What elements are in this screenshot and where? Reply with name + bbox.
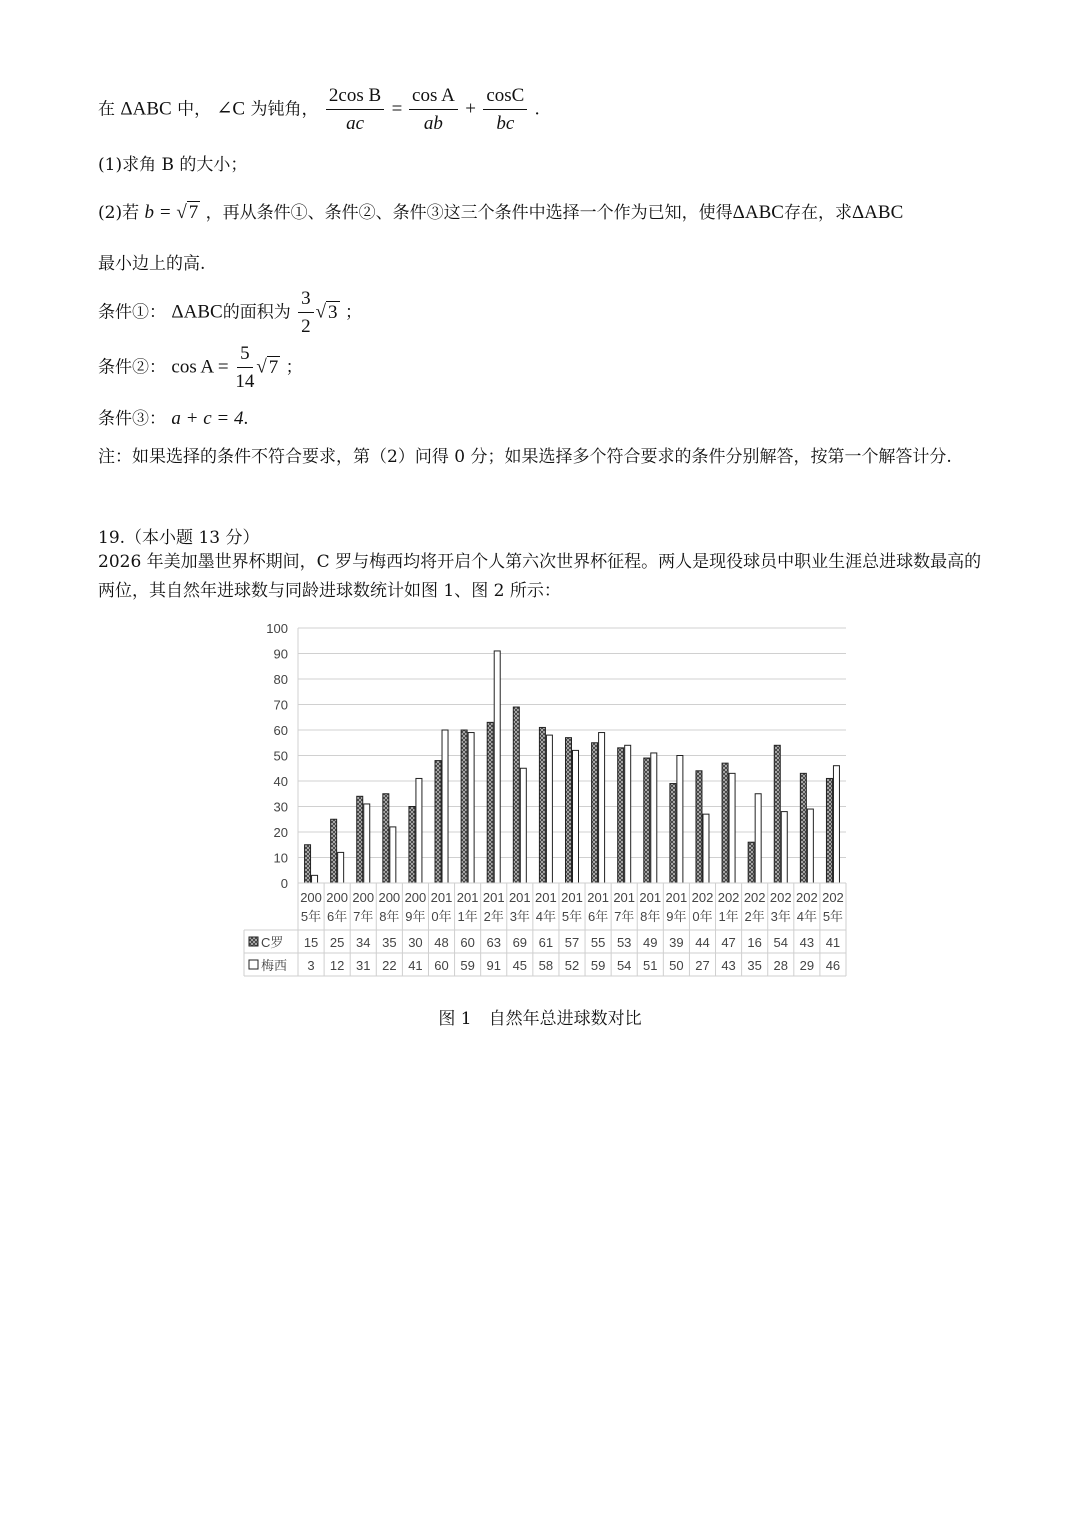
bar-messi xyxy=(546,735,552,883)
data-label: 53 xyxy=(616,935,632,950)
bar-cristiano xyxy=(592,743,598,883)
bar-cristiano xyxy=(748,842,754,883)
x-tick-label: 201 xyxy=(561,890,583,905)
bar-messi xyxy=(338,852,344,883)
bar-cristiano xyxy=(618,748,624,883)
data-label: 3 xyxy=(307,958,315,973)
x-tick-label: 202 xyxy=(769,890,792,905)
bar-cristiano xyxy=(670,784,676,883)
data-label: 31 xyxy=(356,958,371,973)
figure-caption: 图 1 自然年总进球数对比 xyxy=(438,1009,642,1029)
x-tick-label: 0年 xyxy=(431,909,452,924)
q18-part2: (2)若 b = √ 7 ，再从条件①、条件②、条件③这三个条件中选择一个作为已知，使得ΔABC存在，求ΔABC xyxy=(98,202,904,223)
x-tick-label: 201 xyxy=(639,890,662,905)
bar-cristiano xyxy=(539,727,545,883)
bar-cristiano xyxy=(722,763,728,883)
angle-c: ∠C xyxy=(216,98,246,120)
x-tick-label: 3年 xyxy=(509,909,530,924)
data-label: 12 xyxy=(329,958,345,973)
data-label: 59 xyxy=(590,958,606,973)
x-tick-label: 8年 xyxy=(379,909,400,924)
fraction-rhs-2: $\frac{\cos C}{bc}$ xyxy=(483,84,527,136)
data-label: 60 xyxy=(460,935,475,950)
x-tick-label: 5年 xyxy=(561,909,583,924)
y-tick-label: 20 xyxy=(273,825,288,840)
data-label: 54 xyxy=(773,935,788,950)
x-tick-label: 1年 xyxy=(457,909,478,924)
y-tick-label: 60 xyxy=(273,723,288,738)
x-tick-label: 6年 xyxy=(327,909,348,924)
data-label: 51 xyxy=(643,958,658,973)
data-label: 91 xyxy=(486,958,501,973)
x-tick-label: 201 xyxy=(665,890,688,905)
bar-cristiano xyxy=(644,758,650,883)
data-label: 25 xyxy=(329,935,345,950)
data-label: 45 xyxy=(512,958,528,973)
data-label: 49 xyxy=(643,935,658,950)
bar-messi xyxy=(364,804,370,883)
bar-messi xyxy=(755,794,761,883)
bar-cristiano xyxy=(566,738,572,883)
bar-messi xyxy=(390,827,396,883)
x-tick-label: 202 xyxy=(796,890,818,905)
legend-swatch xyxy=(249,937,258,946)
data-label: 69 xyxy=(512,935,528,950)
x-tick-label: 1年 xyxy=(718,909,739,924)
y-tick-label: 50 xyxy=(273,748,288,764)
x-tick-label: 4年 xyxy=(535,909,557,924)
x-tick-label: 5年 xyxy=(822,909,844,924)
x-tick-label: 3年 xyxy=(770,909,791,924)
condition-3: 条件③： a + c = 4. xyxy=(98,408,249,429)
data-label: 58 xyxy=(538,958,554,973)
q18-stem: 在 ΔABC 中， ∠C 为钝角， $\frac{\text{2cos B}}{ac}$ = $\frac{\text{cos A}}{ab}$ + $\frac{\cos C}{bc}$ . xyxy=(98,85,540,134)
x-tick-label: 6年 xyxy=(587,909,609,924)
data-label: 63 xyxy=(486,935,501,950)
bar-cristiano xyxy=(487,722,493,883)
data-label: 27 xyxy=(695,958,710,973)
bar-cristiano xyxy=(357,796,363,883)
data-label: 22 xyxy=(382,958,397,973)
data-label: 57 xyxy=(564,935,580,950)
bar-cristiano xyxy=(461,730,467,883)
data-label: 46 xyxy=(825,958,841,973)
data-label: 39 xyxy=(669,935,684,950)
x-tick-label: 200 xyxy=(404,890,427,905)
x-tick-label: 2年 xyxy=(744,909,765,924)
bar-messi xyxy=(833,766,839,883)
q18-part1: (1)求角 B 的大小； xyxy=(98,155,248,175)
data-label: 28 xyxy=(773,958,788,973)
legend-label: C罗 xyxy=(261,935,284,950)
bar-cristiano xyxy=(696,771,702,883)
data-label: 48 xyxy=(434,935,449,950)
x-tick-label: 202 xyxy=(717,890,740,905)
x-tick-label: 202 xyxy=(822,890,844,905)
bar-cristiano xyxy=(513,707,519,883)
bar-messi xyxy=(781,812,787,883)
bar-cristiano xyxy=(774,745,780,883)
q19-header: 19.（本小题 13 分） xyxy=(98,528,260,548)
bar-messi xyxy=(703,814,709,883)
bar-messi xyxy=(807,809,813,883)
data-label: 43 xyxy=(799,935,815,950)
x-tick-label: 8年 xyxy=(640,909,661,924)
y-tick-label: 80 xyxy=(273,672,288,687)
bar-cristiano xyxy=(800,773,806,883)
bar-messi xyxy=(416,778,422,883)
x-tick-label: 2年 xyxy=(483,909,504,924)
fraction-rhs-1: $\frac{\text{cos A}}{ab}$ xyxy=(409,84,458,136)
x-tick-label: 200 xyxy=(378,890,401,905)
data-label: 34 xyxy=(356,935,371,950)
y-tick-label: 100 xyxy=(266,621,288,636)
data-label: 44 xyxy=(695,935,710,950)
data-label: 60 xyxy=(434,958,449,973)
data-label: 35 xyxy=(747,958,762,973)
y-tick-label: 10 xyxy=(273,850,288,866)
bar-messi xyxy=(468,733,474,883)
data-label: 15 xyxy=(303,935,319,950)
bar-messi xyxy=(599,733,605,883)
data-label: 29 xyxy=(799,958,815,973)
x-tick-label: 7年 xyxy=(614,909,635,924)
bar-cristiano xyxy=(383,794,389,883)
data-label: 47 xyxy=(721,935,736,950)
data-label: 55 xyxy=(590,935,606,950)
q18-note: 注：如果选择的条件不符合要求，第（2）问得 0 分；如果选择多个符合要求的条件分别解答，按第一个解答计分. xyxy=(98,447,952,467)
bar-cristiano xyxy=(305,845,311,883)
fraction-lhs: $\frac{\text{2cos B}}{ac}$ xyxy=(326,84,384,136)
data-label: 35 xyxy=(382,935,397,950)
legend-label: 梅西 xyxy=(261,958,288,973)
data-label: 50 xyxy=(669,958,684,973)
bar-messi xyxy=(442,730,448,883)
x-tick-label: 0年 xyxy=(692,909,713,924)
x-tick-label: 200 xyxy=(352,890,375,905)
y-tick-label: 40 xyxy=(273,774,288,789)
x-tick-label: 201 xyxy=(456,890,479,905)
x-tick-label: 201 xyxy=(587,890,609,905)
x-tick-label: 200 xyxy=(326,890,348,905)
data-label: 61 xyxy=(538,935,554,950)
data-label: 59 xyxy=(460,958,475,973)
y-tick-label: 70 xyxy=(273,697,288,713)
data-label: 54 xyxy=(616,958,632,973)
data-label: 30 xyxy=(408,935,423,950)
q19-paragraph: 2026 年美加墨世界杯期间，C 罗与梅西均将开启个人第六次世界杯征程。两人是现役球员中职业生涯总进球数最高的两位，其自然年进球数与同龄进球数统计如图 1、图 2 所示： xyxy=(98,552,982,601)
data-label: 43 xyxy=(721,958,736,973)
x-tick-label: 202 xyxy=(691,890,714,905)
x-tick-label: 201 xyxy=(535,890,557,905)
bar-cristiano xyxy=(826,778,832,883)
condition-2: 条件②： cos A = $\frac{5}{14}$ √ 7 ； xyxy=(98,343,303,392)
bar-messi xyxy=(494,651,500,883)
x-tick-label: 9年 xyxy=(666,909,687,924)
data-label: 52 xyxy=(564,958,580,973)
legend-swatch xyxy=(249,960,258,969)
bar-messi xyxy=(729,773,735,883)
x-tick-label: 201 xyxy=(508,890,531,905)
x-tick-label: 202 xyxy=(743,890,766,905)
triangle-abc: ΔABC xyxy=(120,98,172,120)
bar-messi xyxy=(625,745,631,883)
x-tick-label: 5年 xyxy=(300,909,322,924)
data-label: 41 xyxy=(825,935,841,950)
x-tick-label: 201 xyxy=(482,890,505,905)
data-label: 41 xyxy=(408,958,423,973)
x-tick-label: 201 xyxy=(613,890,636,905)
x-tick-label: 4年 xyxy=(796,909,817,924)
bar-cristiano xyxy=(331,819,337,883)
bar-messi xyxy=(651,753,657,883)
bar-cristiano xyxy=(409,807,415,884)
x-tick-label: 201 xyxy=(430,890,453,905)
y-tick-label: 30 xyxy=(273,799,288,815)
bar-cristiano xyxy=(435,761,441,883)
bar-messi xyxy=(520,768,526,883)
x-tick-label: 9年 xyxy=(405,909,426,924)
x-tick-label: 200 xyxy=(300,890,322,905)
y-tick-label: 90 xyxy=(273,646,288,662)
x-tick-label: 7年 xyxy=(353,909,374,924)
data-label: 16 xyxy=(747,935,762,950)
condition-1: 条件①： ΔABC的面积为 $\frac{3}{2}$ √ 3 ； xyxy=(98,288,362,337)
bar-messi xyxy=(312,875,318,883)
bar-messi xyxy=(677,756,683,884)
goals-bar-chart xyxy=(0,610,1080,1010)
q18-part2-cont: 最小边上的高. xyxy=(98,254,206,274)
bar-messi xyxy=(573,750,579,883)
y-tick-label: 0 xyxy=(280,876,288,891)
